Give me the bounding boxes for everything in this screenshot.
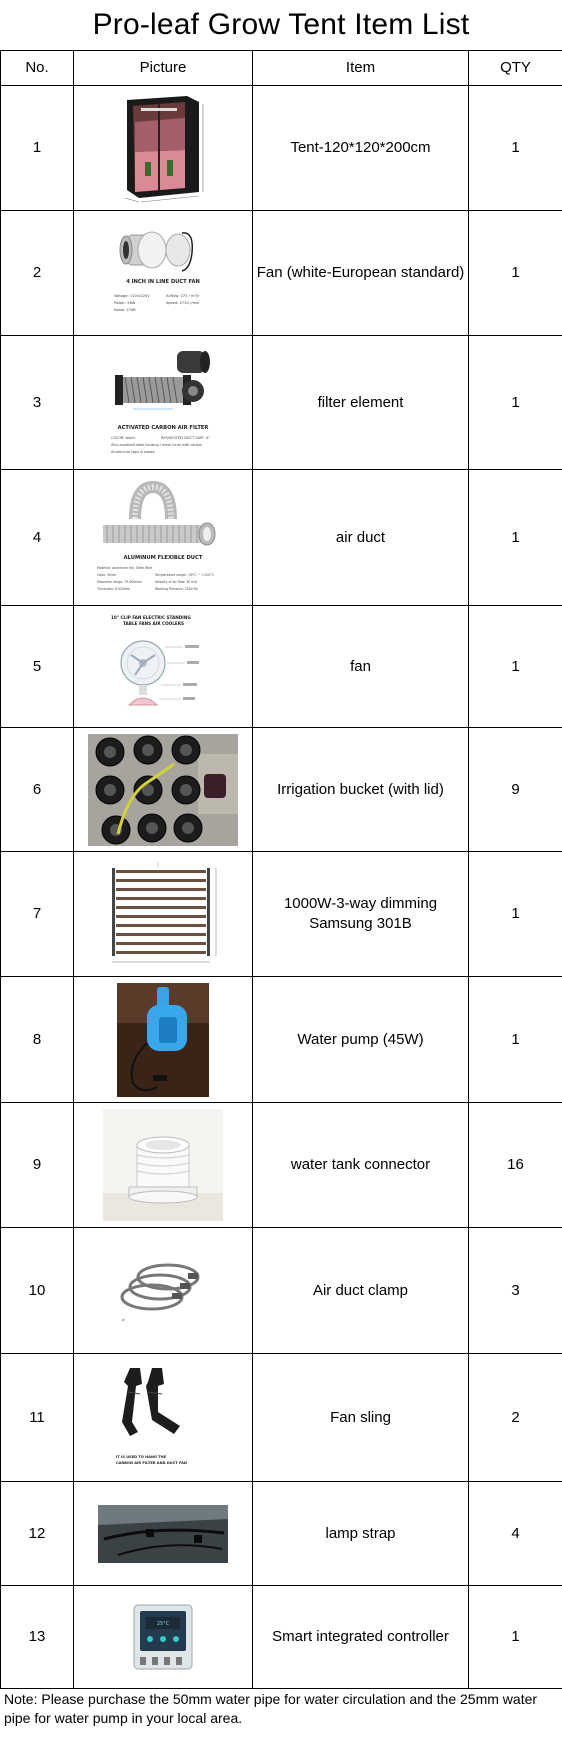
picture-cell bbox=[74, 1103, 253, 1228]
picture-cell bbox=[74, 1586, 253, 1689]
table-row bbox=[1, 606, 562, 728]
row-number: 10 bbox=[1, 1228, 74, 1354]
picture-cell bbox=[74, 470, 253, 606]
item-name: Fan (white-European standard) bbox=[253, 211, 469, 336]
item-name: water tank connector bbox=[253, 1103, 469, 1228]
header-item: Item bbox=[253, 51, 469, 86]
table-row bbox=[1, 728, 562, 852]
spec-thickness: Thickness: 0.025mm bbox=[97, 586, 131, 591]
led-grow-light-photo bbox=[98, 858, 228, 970]
water-pump-photo bbox=[117, 983, 209, 1097]
controller-photo bbox=[126, 1601, 200, 1673]
row-number: 6 bbox=[1, 728, 74, 852]
item-qty: 2 bbox=[469, 1354, 562, 1482]
spec-duct-size: REQUESTED DUCT SIZE: 4" bbox=[161, 435, 210, 440]
table-row bbox=[1, 1482, 562, 1586]
spec-voltage: Voltage: 110V/220V bbox=[114, 294, 150, 298]
picture-cell bbox=[74, 1228, 253, 1354]
item-qty: 1 bbox=[469, 211, 562, 336]
item-name: fan bbox=[253, 606, 469, 728]
item-name: Smart integrated controller bbox=[253, 1586, 469, 1689]
picture-caption: 4 INCH IN LINE DUCT FAN bbox=[126, 279, 200, 285]
aluminum-flexible-duct-photo bbox=[93, 479, 233, 597]
item-name: Air duct clamp bbox=[253, 1228, 469, 1354]
spec-temperature: Temperature range: -30°C ~ +120°C bbox=[155, 572, 214, 577]
item-qty: 1 bbox=[469, 86, 562, 211]
irrigation-buckets-photo bbox=[88, 734, 238, 846]
grow-tent-photo bbox=[115, 92, 211, 204]
row-number: 2 bbox=[1, 211, 74, 336]
row-number: 8 bbox=[1, 977, 74, 1103]
lamp-strap-photo bbox=[98, 1505, 228, 1563]
item-qty: 1 bbox=[469, 852, 562, 977]
item-name: air duct bbox=[253, 470, 469, 606]
carbon-filter-photo bbox=[103, 345, 223, 461]
picture-caption: 10" CLIP FAN ELECTRIC STANDING TABLE FANS AIR COOLERS bbox=[111, 614, 191, 626]
table-row bbox=[1, 852, 562, 977]
item-qty: 1 bbox=[469, 470, 562, 606]
spec-material: Material: aluminum foil, Steel Wire bbox=[97, 565, 153, 570]
picture-cell bbox=[74, 336, 253, 470]
item-qty: 16 bbox=[469, 1103, 562, 1228]
fan-sling-photo bbox=[108, 1362, 218, 1474]
clip-fan-photo bbox=[103, 611, 223, 723]
header-no: No. bbox=[1, 51, 74, 86]
picture-cell bbox=[74, 977, 253, 1103]
row-number: 12 bbox=[1, 1482, 74, 1586]
table-row bbox=[1, 1586, 562, 1689]
tank-connector-photo bbox=[103, 1109, 223, 1221]
row-number: 5 bbox=[1, 606, 74, 728]
table-row bbox=[1, 336, 562, 470]
picture-caption: ALUMINUM FLEXIBLE DUCT bbox=[123, 554, 203, 561]
row-number: 4 bbox=[1, 470, 74, 606]
row-number: 11 bbox=[1, 1354, 74, 1482]
spec-speed: Speed: 2720 r/min bbox=[166, 301, 200, 305]
header-row bbox=[1, 51, 562, 86]
spec-noise: Noise: 27dB bbox=[114, 308, 136, 312]
item-qty: 9 bbox=[469, 728, 562, 852]
table-row bbox=[1, 470, 562, 606]
item-name: Tent-120*120*200cm bbox=[253, 86, 469, 211]
item-qty: 1 bbox=[469, 1586, 562, 1689]
item-qty: 4 bbox=[469, 1482, 562, 1586]
spec-color: Color: Silver bbox=[97, 572, 117, 577]
item-name: Water pump (45W) bbox=[253, 977, 469, 1103]
row-number: 1 bbox=[1, 86, 74, 211]
picture-caption: IT IS USED TO HANG THE CARBON AIR FILTER AND DUCT FAN bbox=[116, 1454, 187, 1465]
item-qty: 1 bbox=[469, 977, 562, 1103]
item-name: 1000W-3-way dimming Samsung 301B bbox=[253, 852, 469, 977]
item-name: Irrigation bucket (with lid) bbox=[253, 728, 469, 852]
svg-text:25°C: 25°C bbox=[156, 1621, 170, 1627]
page-title: Pro-leaf Grow Tent Item List bbox=[92, 8, 470, 41]
inline-duct-fan-photo bbox=[108, 223, 218, 323]
picture-cell bbox=[74, 852, 253, 977]
picture-cell bbox=[74, 606, 253, 728]
spec-color: COLOR: black bbox=[111, 435, 136, 440]
spec-diameter: Diameter range: 75-600mm bbox=[97, 579, 142, 584]
spec-housing: Zinc-anodized steel housing / mesh inner with carbon bbox=[111, 442, 203, 447]
item-qty: 3 bbox=[469, 1228, 562, 1354]
clamp-size-label: ⌀ bbox=[122, 1316, 125, 1322]
spec-pressure: Working Pressure: 2500 Pa bbox=[155, 586, 198, 591]
duct-clamp-photo bbox=[108, 1251, 218, 1331]
spec-velocity: Velocity of air flow: 30 m/s bbox=[155, 579, 198, 584]
header-picture: Picture bbox=[74, 51, 253, 86]
row-number: 7 bbox=[1, 852, 74, 977]
item-name: filter element bbox=[253, 336, 469, 470]
picture-cell bbox=[74, 211, 253, 336]
purchase-note: Note: Please purchase the 50mm water pipe for water circulation and the 25mm water pipe for water pump in your local area. bbox=[4, 1691, 538, 1726]
picture-cell bbox=[74, 86, 253, 211]
item-name: Fan sling bbox=[253, 1354, 469, 1482]
picture-caption: ACTIVATED CARBON AIR FILTER bbox=[117, 424, 209, 431]
table-row bbox=[1, 1228, 562, 1354]
table-row bbox=[1, 211, 562, 336]
spec-power: Power: 28W bbox=[114, 301, 136, 305]
header-qty: QTY bbox=[469, 51, 562, 86]
item-qty: 1 bbox=[469, 336, 562, 470]
table-row bbox=[1, 86, 562, 211]
picture-cell bbox=[74, 728, 253, 852]
spec-airflow: Airflow: 275 / m³/h bbox=[166, 294, 200, 298]
item-table bbox=[0, 50, 562, 1689]
picture-cell bbox=[74, 1482, 253, 1586]
row-number: 13 bbox=[1, 1586, 74, 1689]
table-row bbox=[1, 1103, 562, 1228]
picture-cell bbox=[74, 1354, 253, 1482]
spec-tops: Aluminium tops & bases bbox=[111, 449, 155, 454]
table-row bbox=[1, 977, 562, 1103]
table-row bbox=[1, 1354, 562, 1482]
item-name: lamp strap bbox=[253, 1482, 469, 1586]
row-number: 9 bbox=[1, 1103, 74, 1228]
item-qty: 1 bbox=[469, 606, 562, 728]
row-number: 3 bbox=[1, 336, 74, 470]
